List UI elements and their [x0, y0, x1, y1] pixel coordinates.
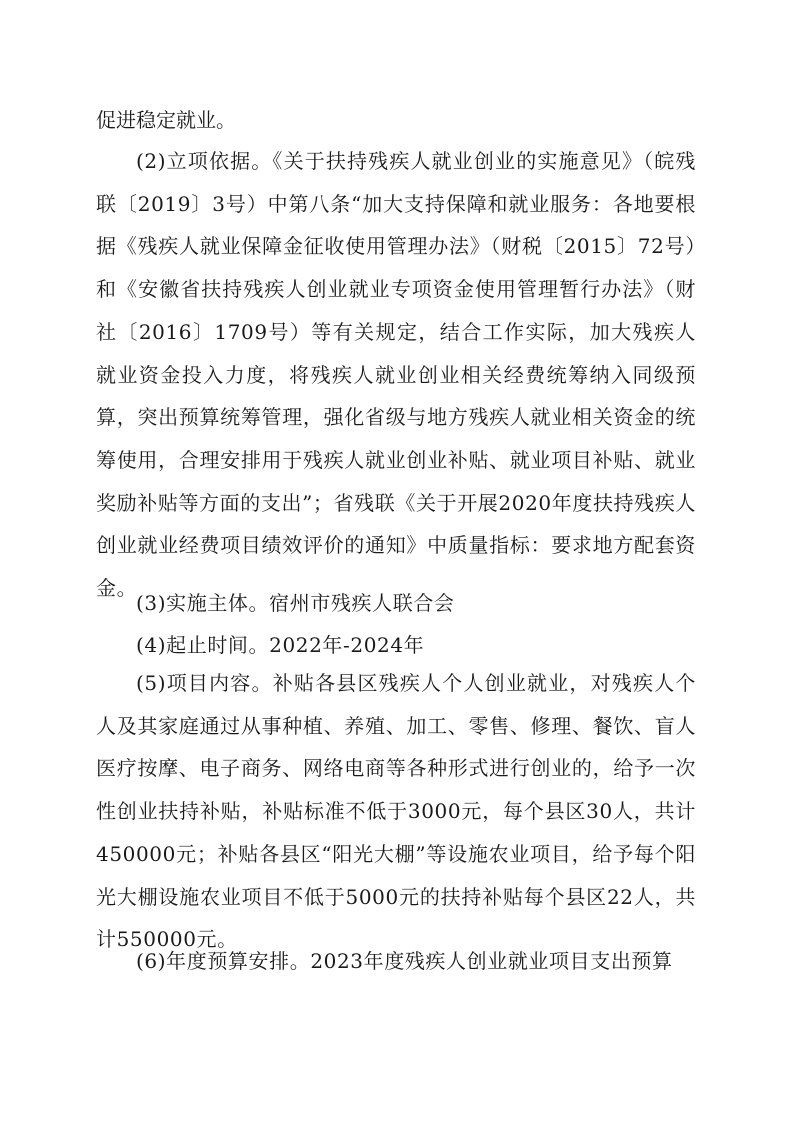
paragraph-content: (5)项目内容。补贴各县区残疾人个人创业就业，对残疾人个人及其家庭通过从事种植、养殖、加工、零售、修理、餐饮、盲人医疗按摩、电子商务、网络电商等各种形式进行创业的，给予一次性创业扶持补贴，补贴标准不低于3000元，每个县区30人，共计450000元；补贴各县区“阳光大棚”等设施农业项目，给予每个阳光大棚设施农业项目不低于5000元的扶持补贴每个县区22人，共计550000元。: [96, 671, 696, 952]
paragraph-basis: (2)立项依据。《关于扶持残疾人就业创业的实施意见》（皖残联〔2019〕3号）中第八条“加大支持保障和就业服务：各地要根据《残疾人就业保障金征收使用管理办法》（财税〔2015〕72号）和《安徽省扶持残疾人创业就业专项资金使用管理暂行办法》（财社〔2016〕1709号）等有关规定，结合工作实际，加大残疾人就业资金投入力度，将残疾人就业创业相关经费统筹纳入同级预算，突出预算统筹管理，强化省级与地方残疾人就业相关资金的统筹使用，合理安排用于残疾人就业创业补贴、就业项目补贴、就业奖励补贴等方面的支出”；省残联《关于开展2020年度扶持残疾人创业就业经费项目绩效评价的通知》中质量指标：要求地方配套资金。: [96, 149, 696, 601]
paragraph-implementer: (3)实施主体。宿州市残疾人联合会: [136, 591, 455, 615]
paragraph-period: (4)起止时间。2022年-2024年: [136, 633, 425, 657]
text-line: 促进稳定就业。: [96, 108, 236, 132]
paragraph-budget: (6)年度预算安排。2023年度残疾人创业就业项目支出预算: [136, 949, 673, 973]
